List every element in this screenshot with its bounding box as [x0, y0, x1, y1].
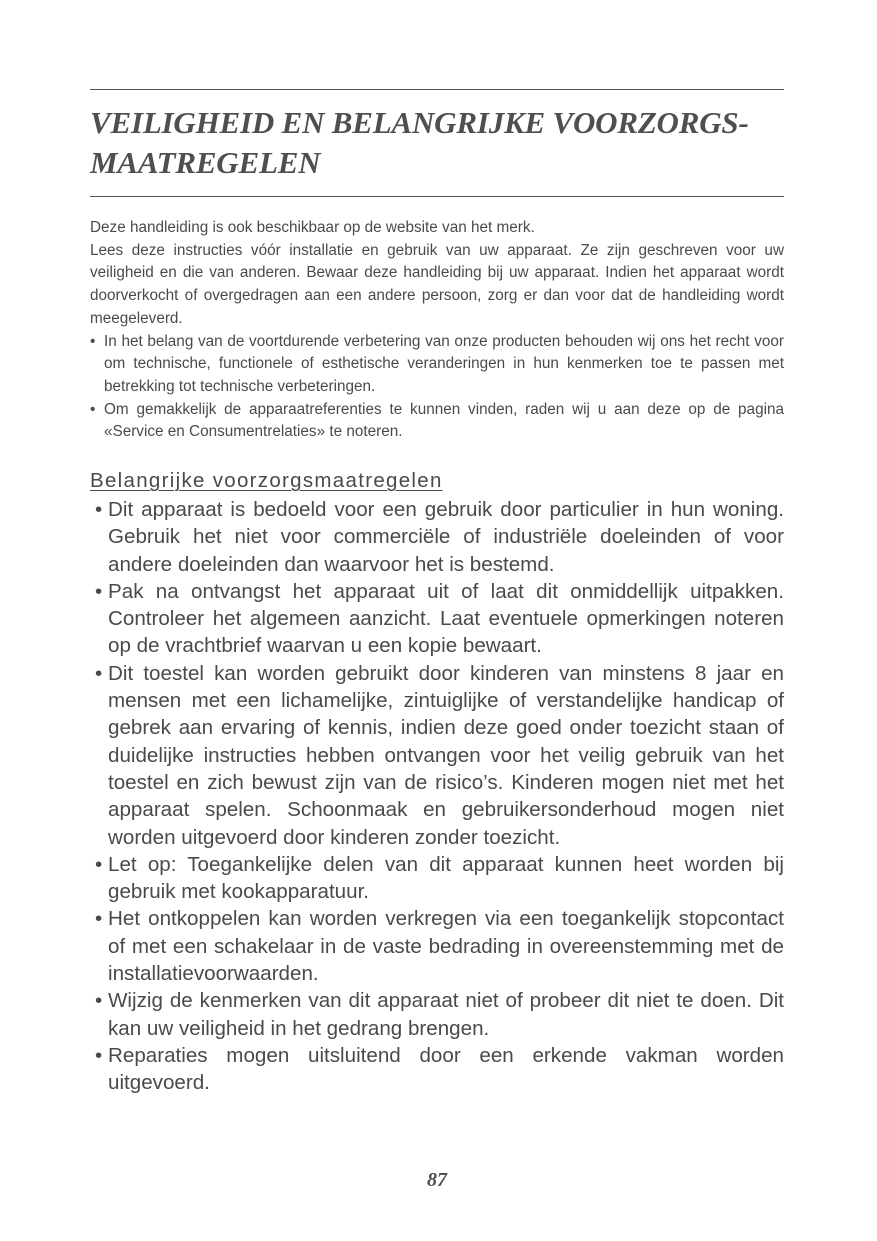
- precaution-item: • Pak na ontvangst het apparaat uit of laat dit onmiddellijk uitpakken. Controleer het algemeen aanzicht. Laat eventuele opmerkingen noteren op de vrachtbrief waarvan u een kopie bewaart.: [90, 578, 784, 660]
- precaution-item: • Reparaties mogen uitsluitend door een erkende vakman worden uitgevoerd.: [90, 1042, 784, 1097]
- precaution-item: • Dit apparaat is bedoeld voor een gebruik door particulier in hun woning. Gebruik het niet voor commerciële of industriële doeleinden of voor andere doeleinden dan waarvoor het is bestemd.: [90, 496, 784, 578]
- precaution-item: • Het ontkoppelen kan worden verkregen via een toegankelijk stopcontact of met een schakelaar in de vaste bedrading in overeenstemming met de installatievoorwaarden.: [90, 905, 784, 987]
- intro-paragraph: Lees deze instructies vóór installatie en gebruik van uw apparaat. Ze zijn geschreven voor uw veiligheid en die van anderen. Bewaar deze handleiding bij uw apparaat. Indien het apparaat wordt doorverkocht of overgedragen aan een andere persoon, zorg er dan voor dat de handleiding wordt meegeleverd.: [90, 241, 784, 327]
- page-title-line-1: VEILIGHEID EN BELANGRIJKE VOORZORGS-: [90, 105, 749, 140]
- manual-page: [90, 0, 784, 1241]
- precaution-item: • Dit toestel kan worden gebruikt door kinderen van minstens 8 jaar en mensen met een lichamelijke, zintuiglijke of verstandelijke handicap of gebrek aan ervaring of kennis, indien deze goed onder toezicht staan of duidelijke instructies hebben ontvangen voor het veilig gebruik van het toestel en zich bewust zijn van de risico’s. Kinderen mogen niet met het apparaat spelen. Schoonmaak en gebruikersonderhoud mogen niet worden uitgevoerd door kinderen zonder toezicht.: [90, 660, 784, 851]
- intro-bullet-list: [90, 331, 784, 445]
- intro-bullet-item: • In het belang van de voortdurende verbetering van onze producten behouden wij ons het recht voor om technische, functionele of esthetische veranderingen in hun kenmerken toe te passen met betrekking tot technische verbeteringen.: [90, 331, 784, 399]
- precautions-list: [90, 496, 784, 1097]
- intro-block: [90, 217, 784, 444]
- section-heading: Belangrijke voorzorgsmaatregelen: [90, 469, 443, 492]
- page-title: [90, 103, 784, 183]
- precaution-item: • Wijzig de kenmerken van dit apparaat niet of probeer dit niet te doen. Dit kan uw veiligheid in het gedrang brengen.: [90, 987, 784, 1042]
- title-top-rule: [90, 89, 784, 90]
- page-title-line-2: MAATREGELEN: [90, 145, 321, 180]
- page-number: 87: [427, 1169, 447, 1191]
- website-note: Deze handleiding is ook beschikbaar op de website van het merk.: [90, 219, 535, 236]
- intro-bullet-item: • Om gemakkelijk de apparaatreferenties te kunnen vinden, raden wij u aan deze op de pagina «Service en Consumentrelaties» te noteren.: [90, 399, 784, 444]
- title-bottom-rule: [90, 196, 784, 197]
- precaution-item: • Let op: Toegankelijke delen van dit apparaat kunnen heet worden bij gebruik met kookapparatuur.: [90, 851, 784, 906]
